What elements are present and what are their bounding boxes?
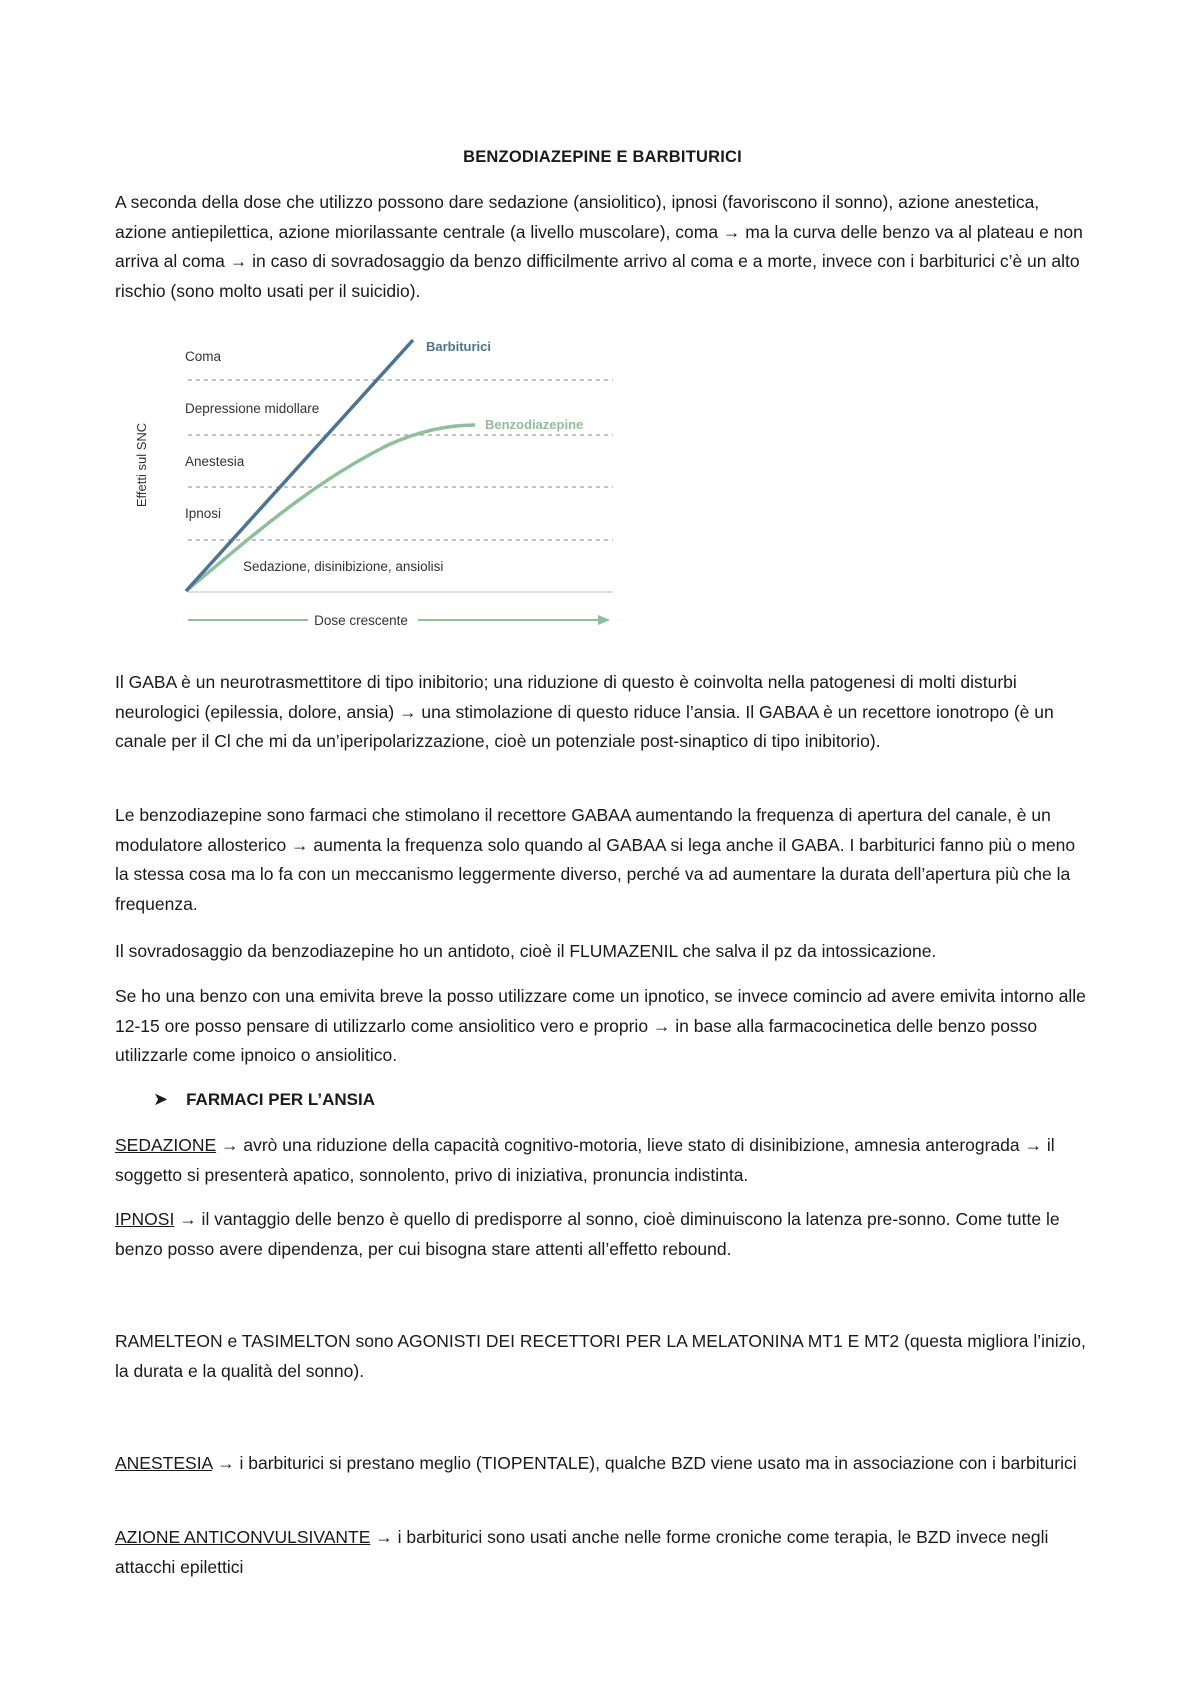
anestesia-text: → i barbiturici si prestano meglio (TIOPENTALE), qualche BZD viene usato ma in associazione con i barbiturici <box>212 1453 1077 1473</box>
arrow-bullet-icon: ➤ <box>153 1089 169 1109</box>
gaba-paragraph: Il GABA è un neurotrasmettitore di tipo inibitorio; una riduzione di questo è coinvolta nella patogenesi di molti disturbi neurologici (epilessia, dolore, ansia) → una stimolazione di questo riduce l’ansia. Il GABAA è un recettore ionotropo (è un canale per il Cl che mi da un’iperipolarizzazione, cioè un potenziale post-sinaptico di tipo inibitorio). <box>115 672 1054 751</box>
benzo-paragraph: Le benzodiazepine sono farmaci che stimolano il recettore GABAA aumentando la frequenza di apertura del canale, è un modulatore allosterico → aumenta la frequenza solo quando al GABAA si lega anche il GABA. I barbiturici fanno più o meno la stessa cosa ma lo fa con un meccanismo leggermente diverso, perché va ad aumentare la durata dell’apertura più che la frequenza. <box>115 805 1076 914</box>
section-heading-ansia <box>153 1089 375 1110</box>
anticonvulsivante-term: AZIONE ANTICONVULSIVANTE <box>115 1527 371 1547</box>
ipnosi-term: IPNOSI <box>115 1209 175 1229</box>
series-label-benzodiazepine: Benzodiazepine <box>485 417 584 432</box>
sedazione-term: SEDAZIONE <box>115 1135 217 1155</box>
anestesia-term: ANESTESIA <box>115 1453 213 1473</box>
chart-y-label: Effetti sul SNC <box>134 422 149 508</box>
ramelteon-paragraph: RAMELTEON e TASIMELTON sono AGONISTI DEI RECETTORI PER LA MELATONINA MT1 E MT2 (questa migliora l’inizio, la durata e la qualità del sonno). <box>115 1331 1086 1381</box>
ipnosi-text: → il vantaggio delle benzo è quello di predisporre al sonno, cioè diminuiscono la latenza pre-sonno. Come tutte le benzo posso avere dipendenza, per cui bisogna stare attenti all’effetto rebound. <box>115 1209 1060 1259</box>
level-label-sedazione: Sedazione, disinibizione, ansiolisi <box>243 559 444 574</box>
anestesia-paragraph <box>115 1449 1090 1479</box>
anticonvulsivante-text: → i barbiturici sono usati anche nelle forme croniche come terapia, le BZD invece negli attacchi epilettici <box>115 1527 1049 1577</box>
level-label-coma: Coma <box>185 349 222 364</box>
anticonvulsivante-paragraph <box>115 1523 1090 1582</box>
x-axis-arrowhead-icon <box>598 615 610 625</box>
level-label-ipnosi: Ipnosi <box>185 506 222 521</box>
level-label-anestesia: Anestesia <box>185 454 245 469</box>
emivita-paragraph: Se ho una benzo con una emivita breve la posso utilizzare come un ipnotico, se invece comincio ad avere emivita intorno alle 12-15 ore posso pensare di utilizzarlo come ansiolitico vero e proprio → in base alla farmacocinetica delle benzo posso utilizzarle come ipnoico o ansiolitico. <box>115 986 1086 1065</box>
intro-paragraph: A seconda della dose che utilizzo possono dare sedazione (ansiolitico), ipnosi (favoriscono il sonno), azione anestetica, azione antiepilettica, azione miorilassante centrale (a livello muscolare), coma → ma la curva delle benzo va al plateau e non arriva al coma → in caso di sovradosaggio da benzo difficilmente arrivo al coma e a morte, invece con i barbiturici c’è un alto rischio (sono molto usati per il suicidio). <box>115 192 1083 301</box>
flumazenil-paragraph: Il sovradosaggio da benzodiazepine ho un antidoto, cioè il FLUMAZENIL che salva il pz da intossicazione. <box>115 941 937 961</box>
page-title: BENZODIAZEPINE E BARBITURICI <box>463 148 742 166</box>
chart-x-label: Dose crescente <box>314 613 408 628</box>
dose-response-chart <box>128 335 618 635</box>
ipnosi-paragraph <box>115 1205 1090 1264</box>
level-label-depressione: Depressione midollare <box>185 401 320 416</box>
sedazione-paragraph <box>115 1131 1090 1190</box>
section-heading-label: FARMACI PER L’ANSIA <box>186 1089 375 1109</box>
series-label-barbiturici: Barbiturici <box>426 339 492 354</box>
sedazione-text: → avrò una riduzione della capacità cognitivo-motoria, lieve stato di disinibizione, amnesia anterograda → il soggetto si presenterà apatico, sonnolento, privo di iniziativa, pronuncia indistinta. <box>115 1135 1055 1185</box>
